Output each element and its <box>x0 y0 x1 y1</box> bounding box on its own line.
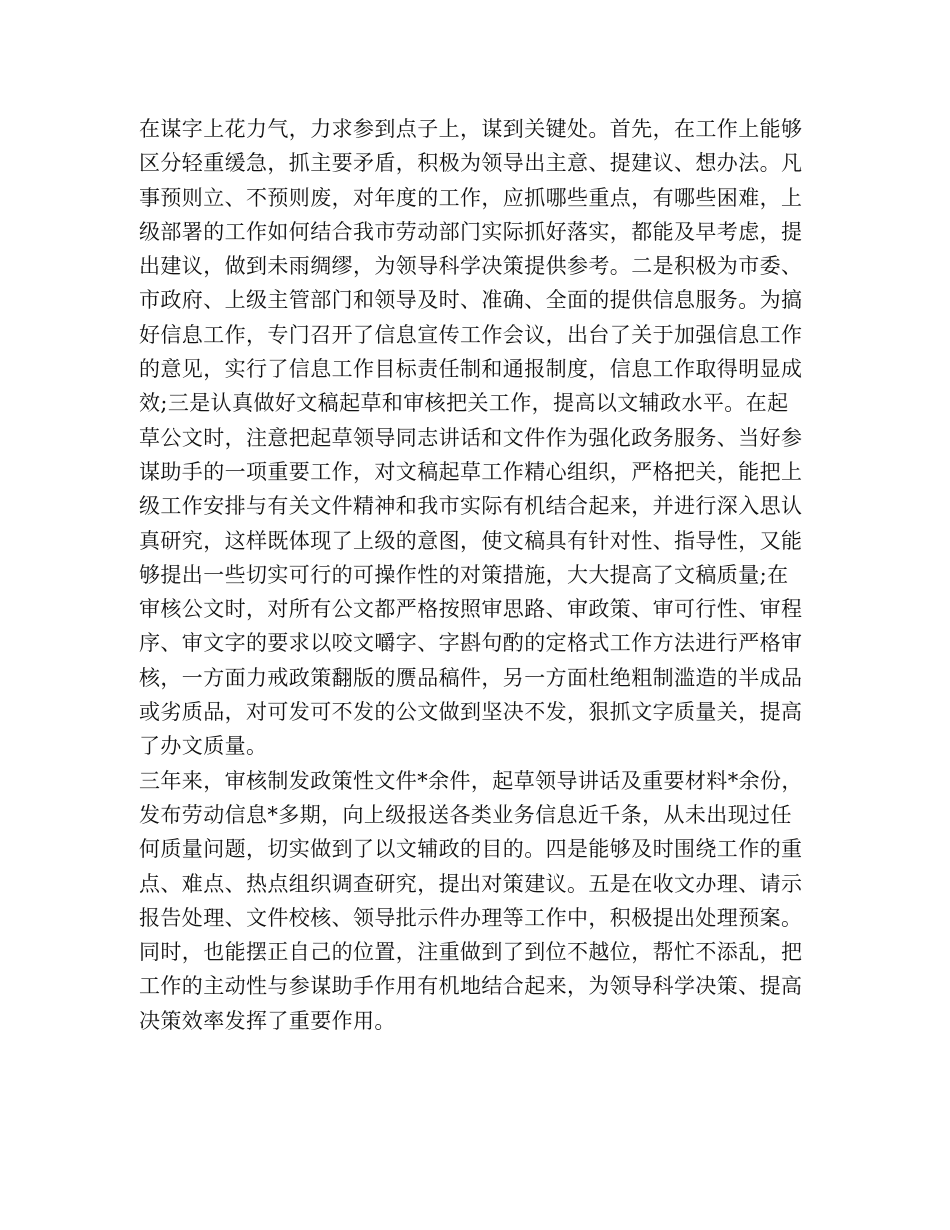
text-line: 够提出一些切实可行的可操作性的对策措施，大大提高了文稿质量;在 <box>139 562 789 587</box>
text-line: 工作的主动性与参谋助手作用有机地结合起来，为领导科学决策、提高 <box>139 974 803 999</box>
text-line: 审核公文时，对所有公文都严格按照审思路、审政策、审可行性、审程 <box>139 597 803 622</box>
text-line: 序、审文字的要求以咬文嚼字、字斟句酌的定格式工作方法进行严格审 <box>139 631 803 656</box>
text-line: 报告处理、文件校核、领导批示件办理等工作中，积极提出处理预案。 <box>139 905 803 930</box>
text-line: 在谋字上花力气，力求参到点子上，谋到关键处。首先，在工作上能够 <box>139 117 803 141</box>
text-line: 点、难点、热点组织调查研究，提出对策建议。五是在收文办理、请示 <box>139 871 803 896</box>
text-line: 效;三是认真做好文稿起草和审核把关工作，提高以文辅政水平。在起 <box>139 391 789 416</box>
text-line: 好信息工作，专门召开了信息宣传工作会议，出台了关于加强信息工作 <box>139 322 803 347</box>
text-line: 真研究，这样既体现了上级的意图，使文稿具有针对性、指导性，又能 <box>139 528 803 553</box>
text-line: 发布劳动信息*多期，向上级报送各类业务信息近千条，从未出现过任 <box>139 802 792 827</box>
text-line: 市政府、上级主管部门和领导及时、准确、全面的提供信息服务。为搞 <box>139 288 803 313</box>
text-line: 级部署的工作如何结合我市劳动部门实际抓好落实，都能及早考虑，提 <box>139 219 803 244</box>
text-line: 草公文时，注意把起草领导同志讲话和文件作为强化政务服务、当好参 <box>139 425 803 450</box>
text-line: 何质量问题，切实做到了以文辅政的目的。四是能够及时围绕工作的重 <box>139 837 803 862</box>
text-line: 出建议，做到未雨绸缪，为领导科学决策提供参考。二是积极为市委、 <box>139 254 803 279</box>
text-line: 事预则立、不预则废，对年度的工作，应抓哪些重点，有哪些困难，上 <box>139 185 803 210</box>
text-line: 决策效率发挥了重要作用。 <box>139 1008 396 1033</box>
text-line: 区分轻重缓急，抓主要矛盾，积极为领导出主意、提建议、想办法。凡 <box>139 151 803 176</box>
text-line: 核，一方面力戒政策翻版的赝品稿件，另一方面杜绝粗制滥造的半成品 <box>139 665 803 690</box>
text-line: 三年来，审核制发政策性文件*余件，起草领导讲话及重要材料*余份， <box>139 768 803 793</box>
text-line: 级工作安排与有关文件精神和我市实际有机结合起来，并进行深入思认 <box>139 494 803 519</box>
text-line: 的意见，实行了信息工作目标责任制和通报制度，信息工作取得明显成 <box>139 357 803 382</box>
text-line: 同时，也能摆正自己的位置，注重做到了到位不越位，帮忙不添乱，把 <box>139 940 803 965</box>
text-line: 谋助手的一项重要工作，对文稿起草工作精心组织，严格把关，能把上 <box>139 459 803 484</box>
text-line: 或劣质品，对可发可不发的公文做到坚决不发，狠抓文字质量关，提高 <box>139 700 803 725</box>
text-line: 了办文质量。 <box>139 734 268 759</box>
document-body <box>139 112 819 1038</box>
